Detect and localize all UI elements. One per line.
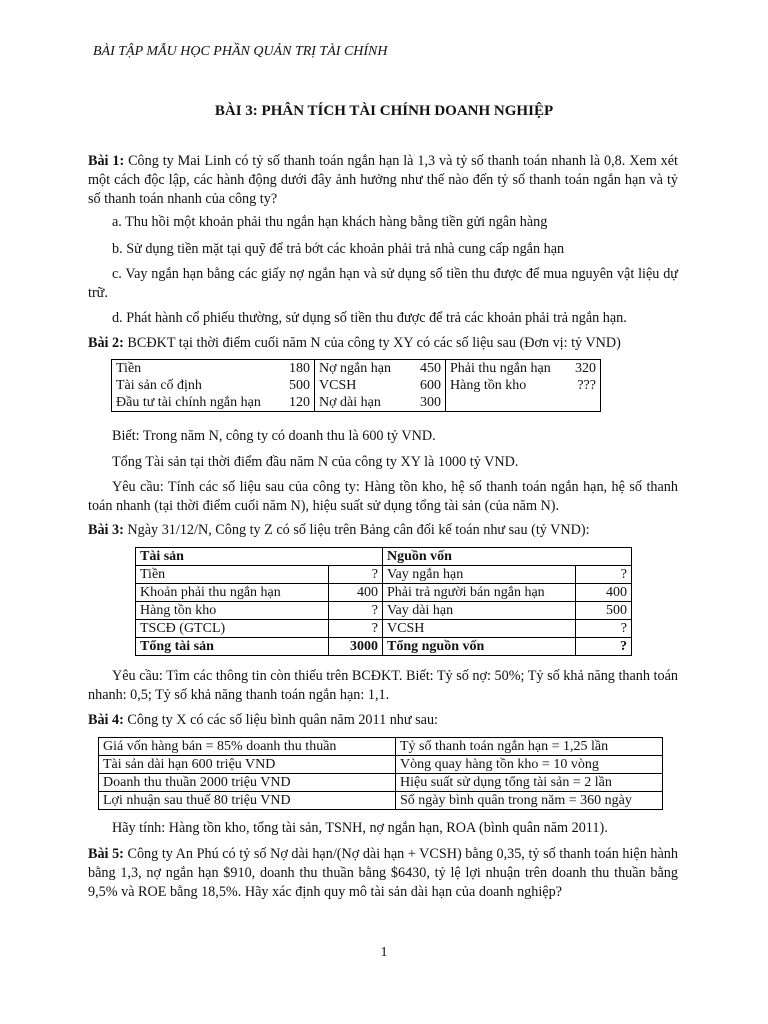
- table-cell: 3000: [329, 638, 383, 656]
- table-cell: Vòng quay hàng tồn kho = 10 vòng: [396, 756, 663, 774]
- bai4-intro: [88, 711, 678, 730]
- table-row: [136, 584, 632, 602]
- bai3-intro: [88, 521, 678, 540]
- table-cell: Phải trả người bán ngắn hạn: [383, 584, 576, 602]
- bai4-table: [98, 737, 663, 810]
- bai2-table: [111, 359, 601, 412]
- table-cell: Khoản phải thu ngắn hạn: [136, 584, 329, 602]
- table-row: [99, 774, 663, 792]
- bai2-biet: Biết: Trong năm N, công ty có doanh thu là 600 tỷ VND.: [112, 428, 436, 444]
- table-cell: 320: [575, 361, 596, 376]
- bai2-intro: [88, 334, 678, 353]
- table-cell: ?: [575, 620, 631, 638]
- table-cell: ?: [329, 602, 383, 620]
- bai2-label: Bài 2:: [88, 335, 124, 351]
- table-row: [99, 756, 663, 774]
- bai1-item-c: c. Vay ngắn hạn bằng các giấy nợ ngắn hạn và sử dụng số tiền thu được để mua nguyên vật liệu dự trữ.: [88, 266, 678, 301]
- table-cell: Vay dài hạn: [383, 602, 576, 620]
- table-cell: VCSH: [383, 620, 576, 638]
- bai3-label: Bài 3:: [88, 522, 124, 538]
- table-header-row: [136, 548, 632, 566]
- table-total-row: [136, 638, 632, 656]
- table-cell: VCSH: [315, 377, 412, 394]
- bai5-intro: [88, 845, 678, 902]
- table-row: [136, 602, 632, 620]
- bai5-label: Bài 5:: [88, 846, 124, 862]
- bai2-text: BCĐKT tại thời điểm cuối năm N của công ty XY có các số liệu sau (Đơn vị: tỷ VND): [123, 335, 621, 351]
- table-cell: Lợi nhuận sau thuế 80 triệu VND: [99, 792, 396, 810]
- table-cell: Hàng tồn kho: [446, 377, 567, 394]
- table-cell: 400: [329, 584, 383, 602]
- bai4-label: Bài 4:: [88, 712, 124, 728]
- table-row: [99, 792, 663, 810]
- table-row: [136, 566, 632, 584]
- table-cell: TSCĐ (GTCL): [136, 620, 329, 638]
- table-cell: ?: [329, 620, 383, 638]
- table-cell: Tiền: [116, 361, 142, 376]
- table-cell: ?: [575, 566, 631, 584]
- table-cell: Số ngày bình quân trong năm = 360 ngày: [396, 792, 663, 810]
- table-cell: Giá vốn hàng bán = 85% doanh thu thuần: [99, 738, 396, 756]
- bai3-text: Ngày 31/12/N, Công ty Z có số liệu trên Bảng cân đối kế toán như sau (tỷ VND):: [123, 522, 590, 538]
- table-header: Tài sản: [136, 548, 383, 566]
- table-cell: Nợ ngắn hạn: [315, 360, 412, 378]
- bai1-text: Công ty Mai Linh có tỷ số thanh toán ngắn hạn là 1,3 và tỷ số thanh toán nhanh là 0,8. Xem xét một cách độc lập, các hành động dưới đây ảnh hưởng như thế nào đến tỷ số thanh toán ngắn hạn và tỷ số thanh toán nhanh của công ty?: [88, 153, 678, 207]
- bai1-intro: [88, 152, 678, 209]
- bai5-text: Công ty An Phú có tỷ số Nợ dài hạn/(Nợ dài hạn + VCSH) bằng 0,35, tỷ số thanh toán hiện hành bằng 1,3, nợ ngắn hạn $910, doanh thu thuần bằng $6430, tỷ lệ lợi nhuận trên doanh thu thuần bằng 9,5% và ROE bằng 18,5%. Hãy xác định quy mô tài sản dài hạn của doanh nghiệp?: [88, 846, 678, 900]
- table-cell: Hiệu suất sử dụng tổng tài sản = 2 lần: [396, 774, 663, 792]
- table-cell: 300: [420, 395, 441, 410]
- table-cell: [566, 394, 601, 412]
- table-cell: ?: [575, 638, 631, 656]
- table-cell: Doanh thu thuần 2000 triệu VND: [99, 774, 396, 792]
- bai1-label: Bài 1:: [88, 153, 125, 169]
- table-cell: Tổng tài sản: [136, 638, 329, 656]
- table-row: [112, 377, 601, 394]
- table-cell: 450: [420, 361, 441, 376]
- table-row: [112, 394, 601, 412]
- bai3-table: [135, 547, 632, 656]
- table-cell: Tổng nguồn vốn: [383, 638, 576, 656]
- table-cell: 500: [575, 602, 631, 620]
- page-header: BÀI TẬP MẪU HỌC PHẦN QUẢN TRỊ TÀI CHÍNH: [93, 44, 388, 59]
- bai2-tong-ts: Tổng Tài sản tại thời điểm đầu năm N của công ty XY là 1000 tỷ VND.: [112, 454, 519, 470]
- bai1-item-b: b. Sử dụng tiền mặt tại quỹ để trả bớt các khoản phải trả nhà cung cấp ngắn hạn: [112, 241, 565, 257]
- bai1-item-d: d. Phát hành cổ phiếu thường, sử dụng số tiền thu được để trả các khoản phải trả ngắn hạn.: [112, 310, 627, 326]
- table-cell: Tài sản dài hạn 600 triệu VND: [99, 756, 396, 774]
- table-row: [112, 360, 601, 378]
- table-cell: Tỷ số thanh toán ngắn hạn = 1,25 lần: [396, 738, 663, 756]
- table-cell: Tiền: [136, 566, 329, 584]
- bai4-text: Công ty X có các số liệu bình quân năm 2011 như sau:: [123, 712, 438, 728]
- table-cell: Phải thu ngắn hạn: [446, 360, 567, 378]
- table-cell: ???: [577, 378, 596, 393]
- table-cell: 600: [420, 378, 441, 393]
- table-cell: Nợ dài hạn: [315, 394, 412, 412]
- bai2-yeu-cau: Yêu cầu: Tính các số liệu sau của công ty: Hàng tồn kho, hệ số thanh toán ngắn hạn, hệ số thanh toán nhanh (tại thời điểm cuối năm N), hiệu suất sử dụng tổng tài sản (của năm N).: [88, 479, 678, 514]
- bai4-hay-tinh: Hãy tính: Hàng tồn kho, tổng tài sản, TSNH, nợ ngắn hạn, ROA (bình quân năm 2011).: [112, 820, 608, 836]
- table-cell: Tài sản cố định: [116, 378, 202, 393]
- table-header: Nguồn vốn: [383, 548, 632, 566]
- table-cell: 500: [289, 378, 310, 393]
- table-cell: 120: [289, 395, 310, 410]
- page-title: BÀI 3: PHÂN TÍCH TÀI CHÍNH DOANH NGHIỆP: [214, 103, 554, 119]
- bai1-item-a: a. Thu hồi một khoản phải thu ngắn hạn khách hàng bằng tiền gửi ngân hàng: [112, 214, 548, 230]
- table-cell: [446, 394, 567, 412]
- table-cell: 400: [575, 584, 631, 602]
- table-cell: Hàng tồn kho: [136, 602, 329, 620]
- table-row: [136, 620, 632, 638]
- table-cell: Đầu tư tài chính ngắn hạn: [116, 395, 261, 410]
- bai3-yeu-cau: Yêu cầu: Tìm các thông tin còn thiếu trên BCĐKT. Biết: Tỷ số nợ: 50%; Tỷ số khả năng thanh toán nhanh: 0,5; Tỷ số khả năng thanh toán ngắn hạn: 1,1.: [88, 668, 678, 703]
- table-cell: ?: [329, 566, 383, 584]
- table-row: [99, 738, 663, 756]
- page-number: 1: [380, 945, 388, 960]
- table-cell: Vay ngắn hạn: [383, 566, 576, 584]
- table-cell: 180: [289, 361, 310, 376]
